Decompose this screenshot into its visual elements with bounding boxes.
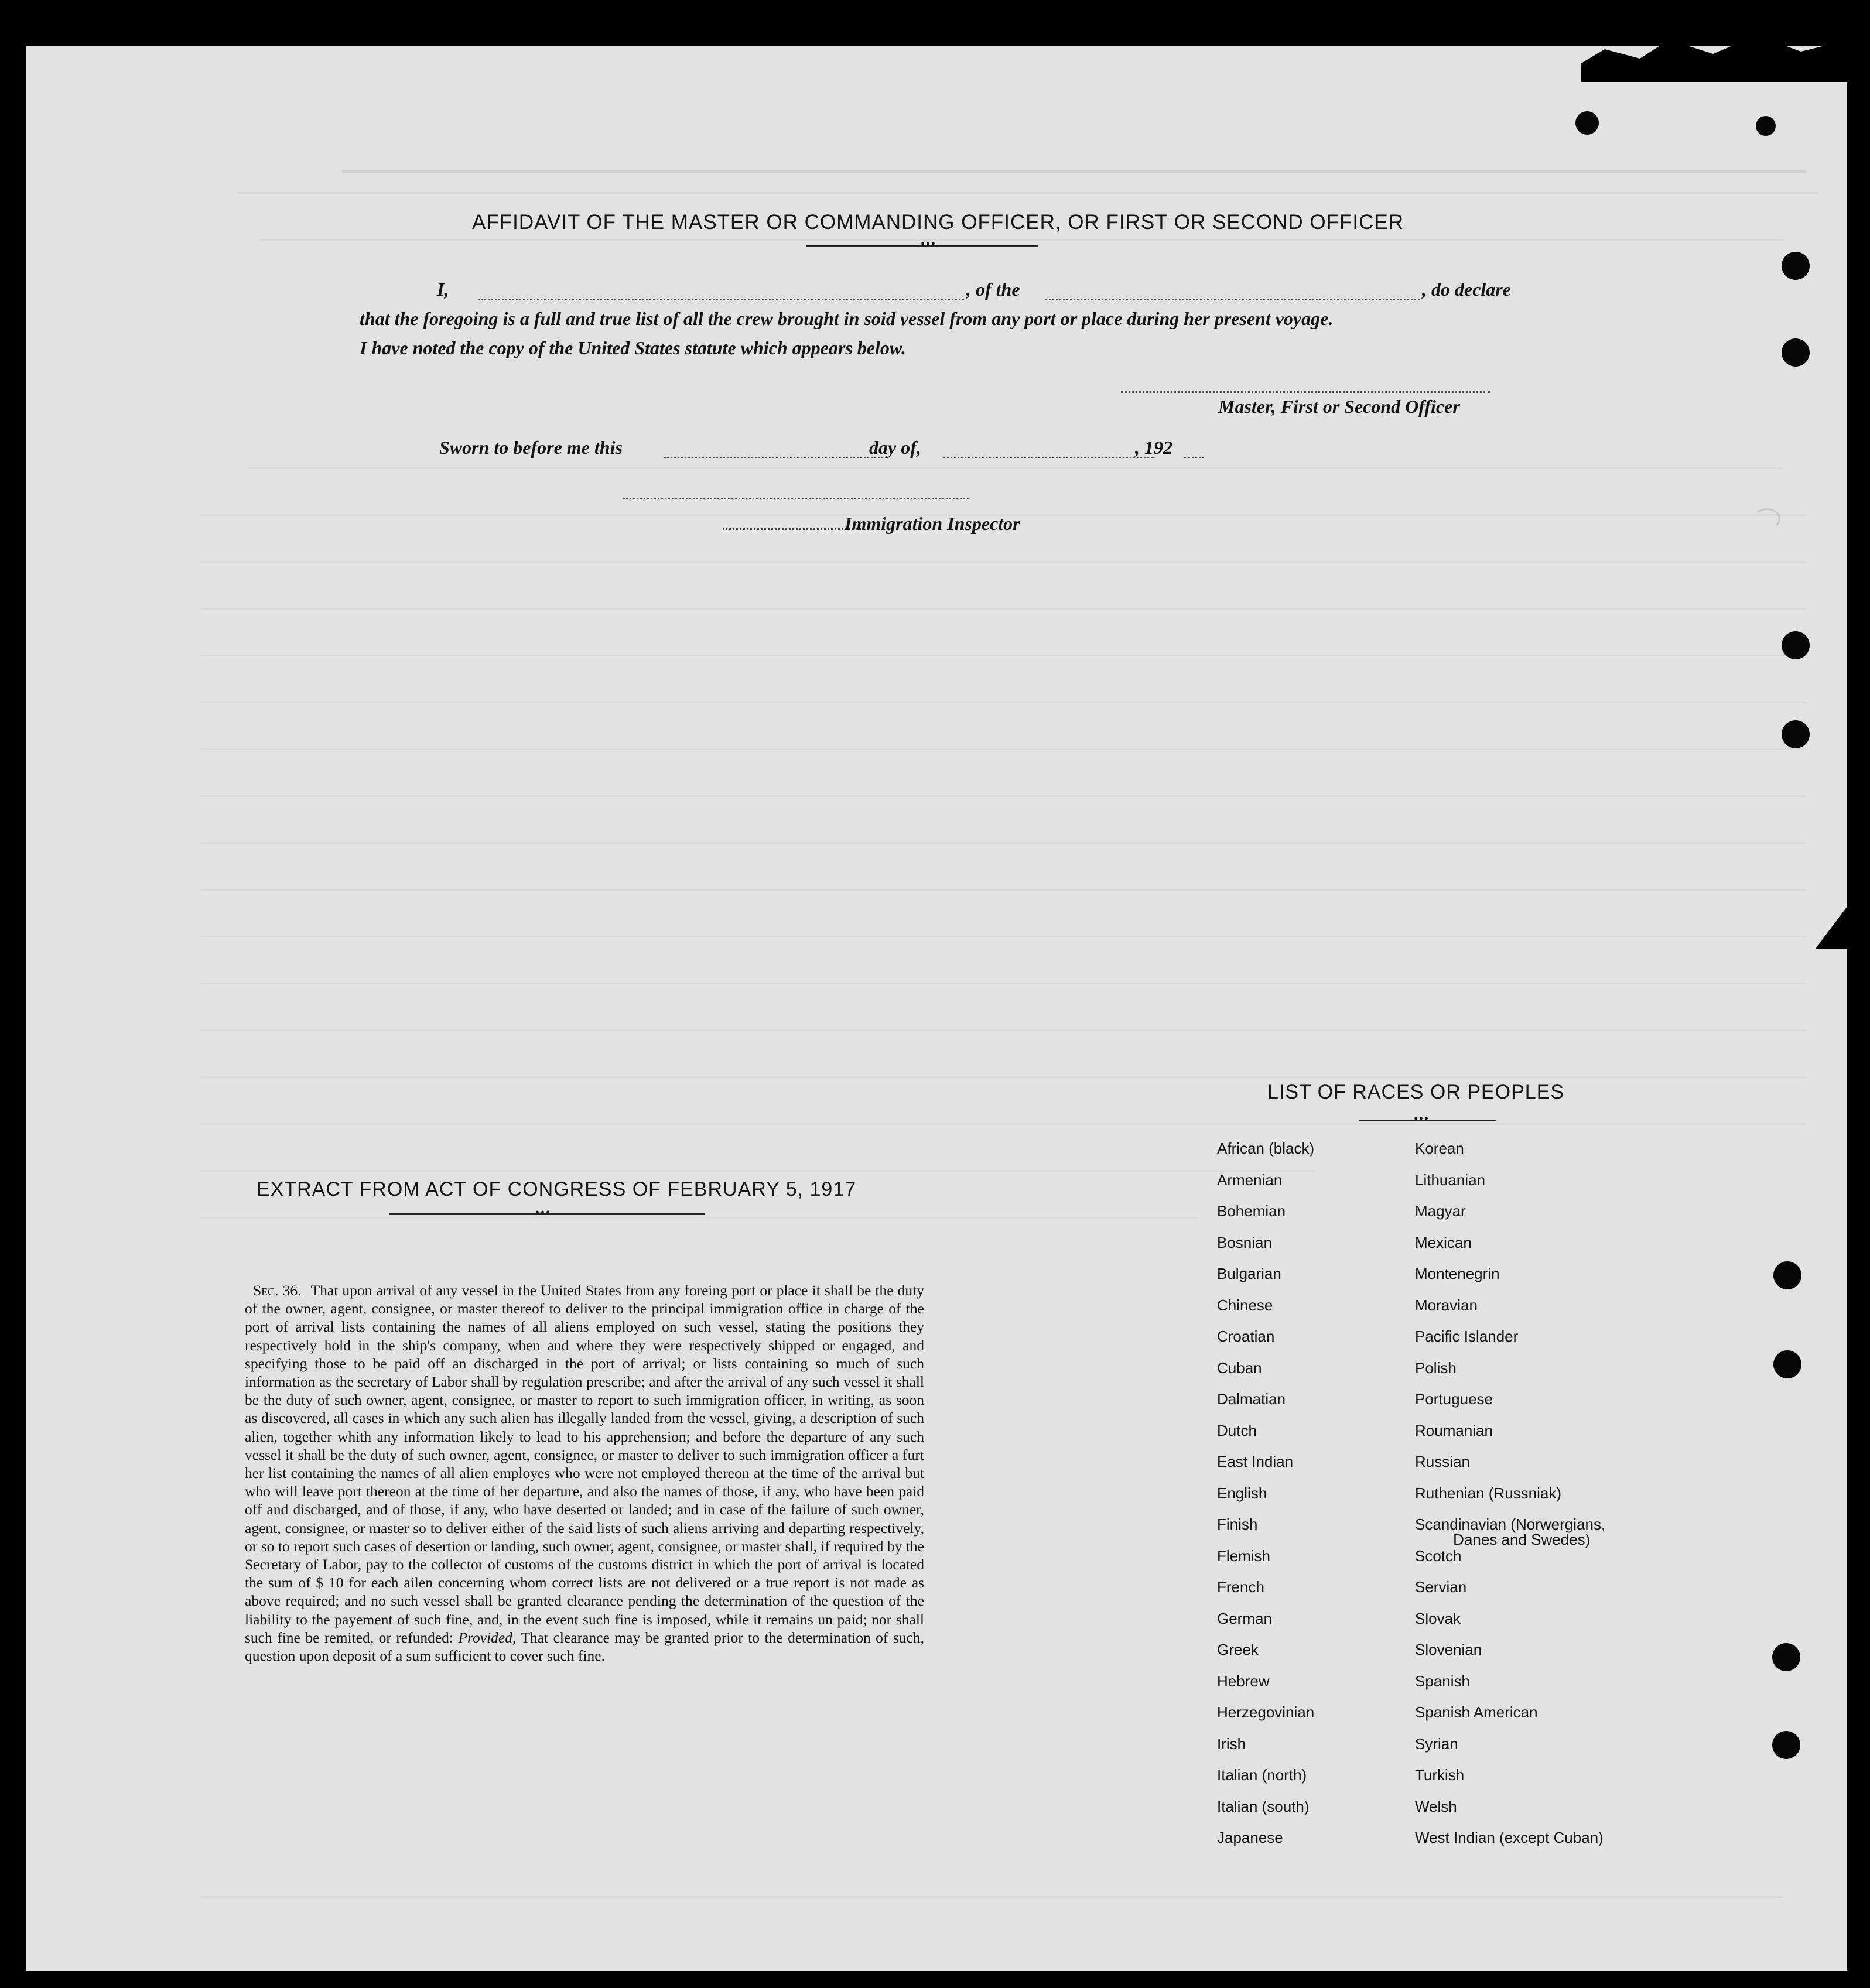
declarant-name-field[interactable] [478,299,964,300]
race-item: Greek [1217,1641,1259,1658]
race-item: Bosnian [1217,1233,1272,1251]
race-item: Cuban [1217,1359,1262,1377]
provided-label: Provided, [458,1628,517,1646]
document-page [26,46,1847,1971]
race-item: Roumanian [1415,1421,1493,1439]
race-item: Montenegrin [1415,1265,1500,1282]
race-item: Turkish [1415,1766,1465,1784]
punch-hole-5 [1773,1261,1801,1289]
race-item: African (black) [1217,1140,1315,1157]
race-item: Russian [1415,1453,1470,1470]
paper-crease-mark [1753,508,1780,529]
inspector-signature-label: Immigration Inspector [845,513,1020,534]
title-ornament: ••• [921,238,937,251]
races-right-column [1415,1140,1605,1860]
race-item: Italian (south) [1217,1797,1310,1815]
section-text-end: That clearance may be granted prior to the determination of such, question upon deposit of a sum sufficient to cover such fine. [245,1628,924,1665]
punch-hole-6 [1773,1350,1801,1378]
punch-hole-3 [1782,631,1810,659]
race-item: East Indian [1217,1453,1294,1470]
race-item: Korean [1415,1140,1464,1157]
race-item: Croatian [1217,1327,1275,1345]
punch-hole-2 [1782,338,1810,367]
punch-hole-1 [1782,252,1810,280]
extract-title-ornament: ••• [535,1206,552,1219]
race-item: Scandinavian (Norwergians, Danes and Swedes) [1415,1515,1606,1548]
races-title: LIST OF RACES OR PEOPLES [1267,1081,1565,1103]
sworn-year-label: , 192 [1135,437,1172,458]
race-item: Dutch [1217,1421,1257,1439]
statute-note: I have noted the copy of the United States statute which appears below. [360,337,907,358]
race-item: Syrian [1415,1734,1458,1753]
damage-spot [1575,111,1599,135]
race-item: Dalmatian [1217,1390,1286,1408]
race-item: Bohemian [1217,1202,1286,1220]
race-item: West Indian (except Cuban) [1415,1829,1604,1846]
sworn-year-field[interactable] [1184,457,1204,458]
section-text: That upon arrival of any vessel in the United States from any foreing port or place it shall be the duty of the owner, agent, consignee, or master thereof to deliver to the principal immigration office in charge of the port of arrival lists containing the names of all aliens employed on such vessel, stating the positions they respectively hold in the ship's company, when and where they were respectively shipped or engaged, and specifying those to be paid off an discharged in the port of arrival; or lists containing so much of such information as the secretary of Labor shall by regulation prescribe; and after the arrival of any such vessel it shall be the duty of such owner, agent, consignee, or master to report to such immigration officer, in writing, as soon as discovered, all cases in which any such alien has illegally landed from the vessel, giving, a description of such alien, together whith any information likely to lead to his apprehension; and before the departure of any such vessel it shall be the duty of such owner, agent, consignee, or master to deliver to such immigration officer a furt her list containing the names of all alien employes who were not employed thereon at the time of the arrival but who will leave port thereon at the time of her departure, and also the names of those, if any, who have been paid off and discharged, and of those, if any, who have deserted or landed; and in case of the failure of such owner, agent, consignee, or master so to deliver either of the said lists of such aliens arriving and departing respectively, or so to report such cases of desertion or landing, such owner, agent, consignee, or master shall, if required by the Secretary of Labor, pay to the collector of customs of the customs district in which the port of arrival is located the sum of $ 10 for each ailen concerning whom correct lists are not delivered or a true report is not made as above required; and no such vessel shall be granted clearance pending the determination of the question of the liability to the payement of such fine, and, in the event such fine is imposed, while it remains un paid; nor shall such fine be remited, or refunded: [245,1282,924,1646]
sworn-label: Sworn to before me this [439,437,623,458]
race-item: Servian [1415,1578,1467,1596]
vessel-name-field[interactable] [1045,299,1420,300]
section-label: Sec. 36. [253,1282,302,1299]
race-item: Pacific Islander [1415,1327,1519,1345]
race-item: Slovak [1415,1609,1461,1627]
races-title-ornament: ••• [1414,1113,1430,1125]
officer-signature-label: Master, First or Second Officer [1218,396,1460,417]
race-item: German [1217,1609,1272,1627]
inspector-signature-field[interactable] [623,498,969,499]
race-item: Polish [1415,1359,1457,1377]
race-item: French [1217,1578,1264,1596]
race-item: Spanish American [1415,1703,1538,1721]
race-item: Mexican [1415,1233,1472,1251]
extract-title: EXTRACT FROM ACT OF CONGRESS OF FEBRUARY 5, 1917 [257,1178,857,1200]
inspector-signature-leader [723,528,861,530]
race-item: Hebrew [1217,1672,1270,1690]
extract-body [245,1281,924,1665]
race-item: Slovenian [1415,1641,1482,1658]
officer-signature-field[interactable] [1121,391,1490,393]
race-item: Moravian [1415,1296,1478,1314]
race-item: English [1217,1484,1267,1502]
torn-corner [1581,35,1870,82]
race-item: Armenian [1217,1171,1283,1189]
punch-hole-8 [1772,1731,1800,1759]
declarant-label: I, [437,279,449,300]
race-item: Spanish [1415,1672,1470,1690]
race-item: Magyar [1415,1202,1466,1220]
punch-hole-4 [1782,720,1810,748]
race-item: Lithuanian [1415,1171,1485,1189]
race-item: Herzegovinian [1217,1703,1315,1721]
race-item: Japanese [1217,1829,1283,1846]
punch-hole-7 [1772,1643,1800,1671]
race-item: Chinese [1217,1296,1273,1314]
sworn-day-label: day of, [869,437,921,458]
race-item: Portuguese [1415,1390,1493,1408]
race-item: Italian (north) [1217,1766,1307,1784]
race-item-wrap: Danes and Swedes) [1453,1531,1591,1548]
of-the-label: , of the [966,279,1020,300]
race-item: Flemish [1217,1546,1271,1565]
declare-label: , do declare [1422,279,1511,300]
sworn-month-field[interactable] [943,457,1154,458]
damage-spot-2 [1756,116,1776,136]
race-item: Bulgarian [1217,1265,1281,1282]
affidavit-statement: that the foregoing is a full and true list of all the crew brought in soid vessel from any port or place during her present voyage. [360,308,1334,329]
race-item: Welsh [1415,1797,1457,1815]
race-item: Finish [1217,1515,1258,1533]
races-left-column [1217,1140,1314,1860]
race-item: Irish [1217,1734,1246,1753]
race-item: Ruthenian (Russniak) [1415,1484,1562,1502]
affidavit-title: AFFIDAVIT OF THE MASTER OR COMMANDING OFFICER, OR FIRST OR SECOND OFFICER [472,211,1404,234]
sworn-day-field[interactable] [664,457,887,458]
race-item: Scotch [1415,1546,1462,1565]
